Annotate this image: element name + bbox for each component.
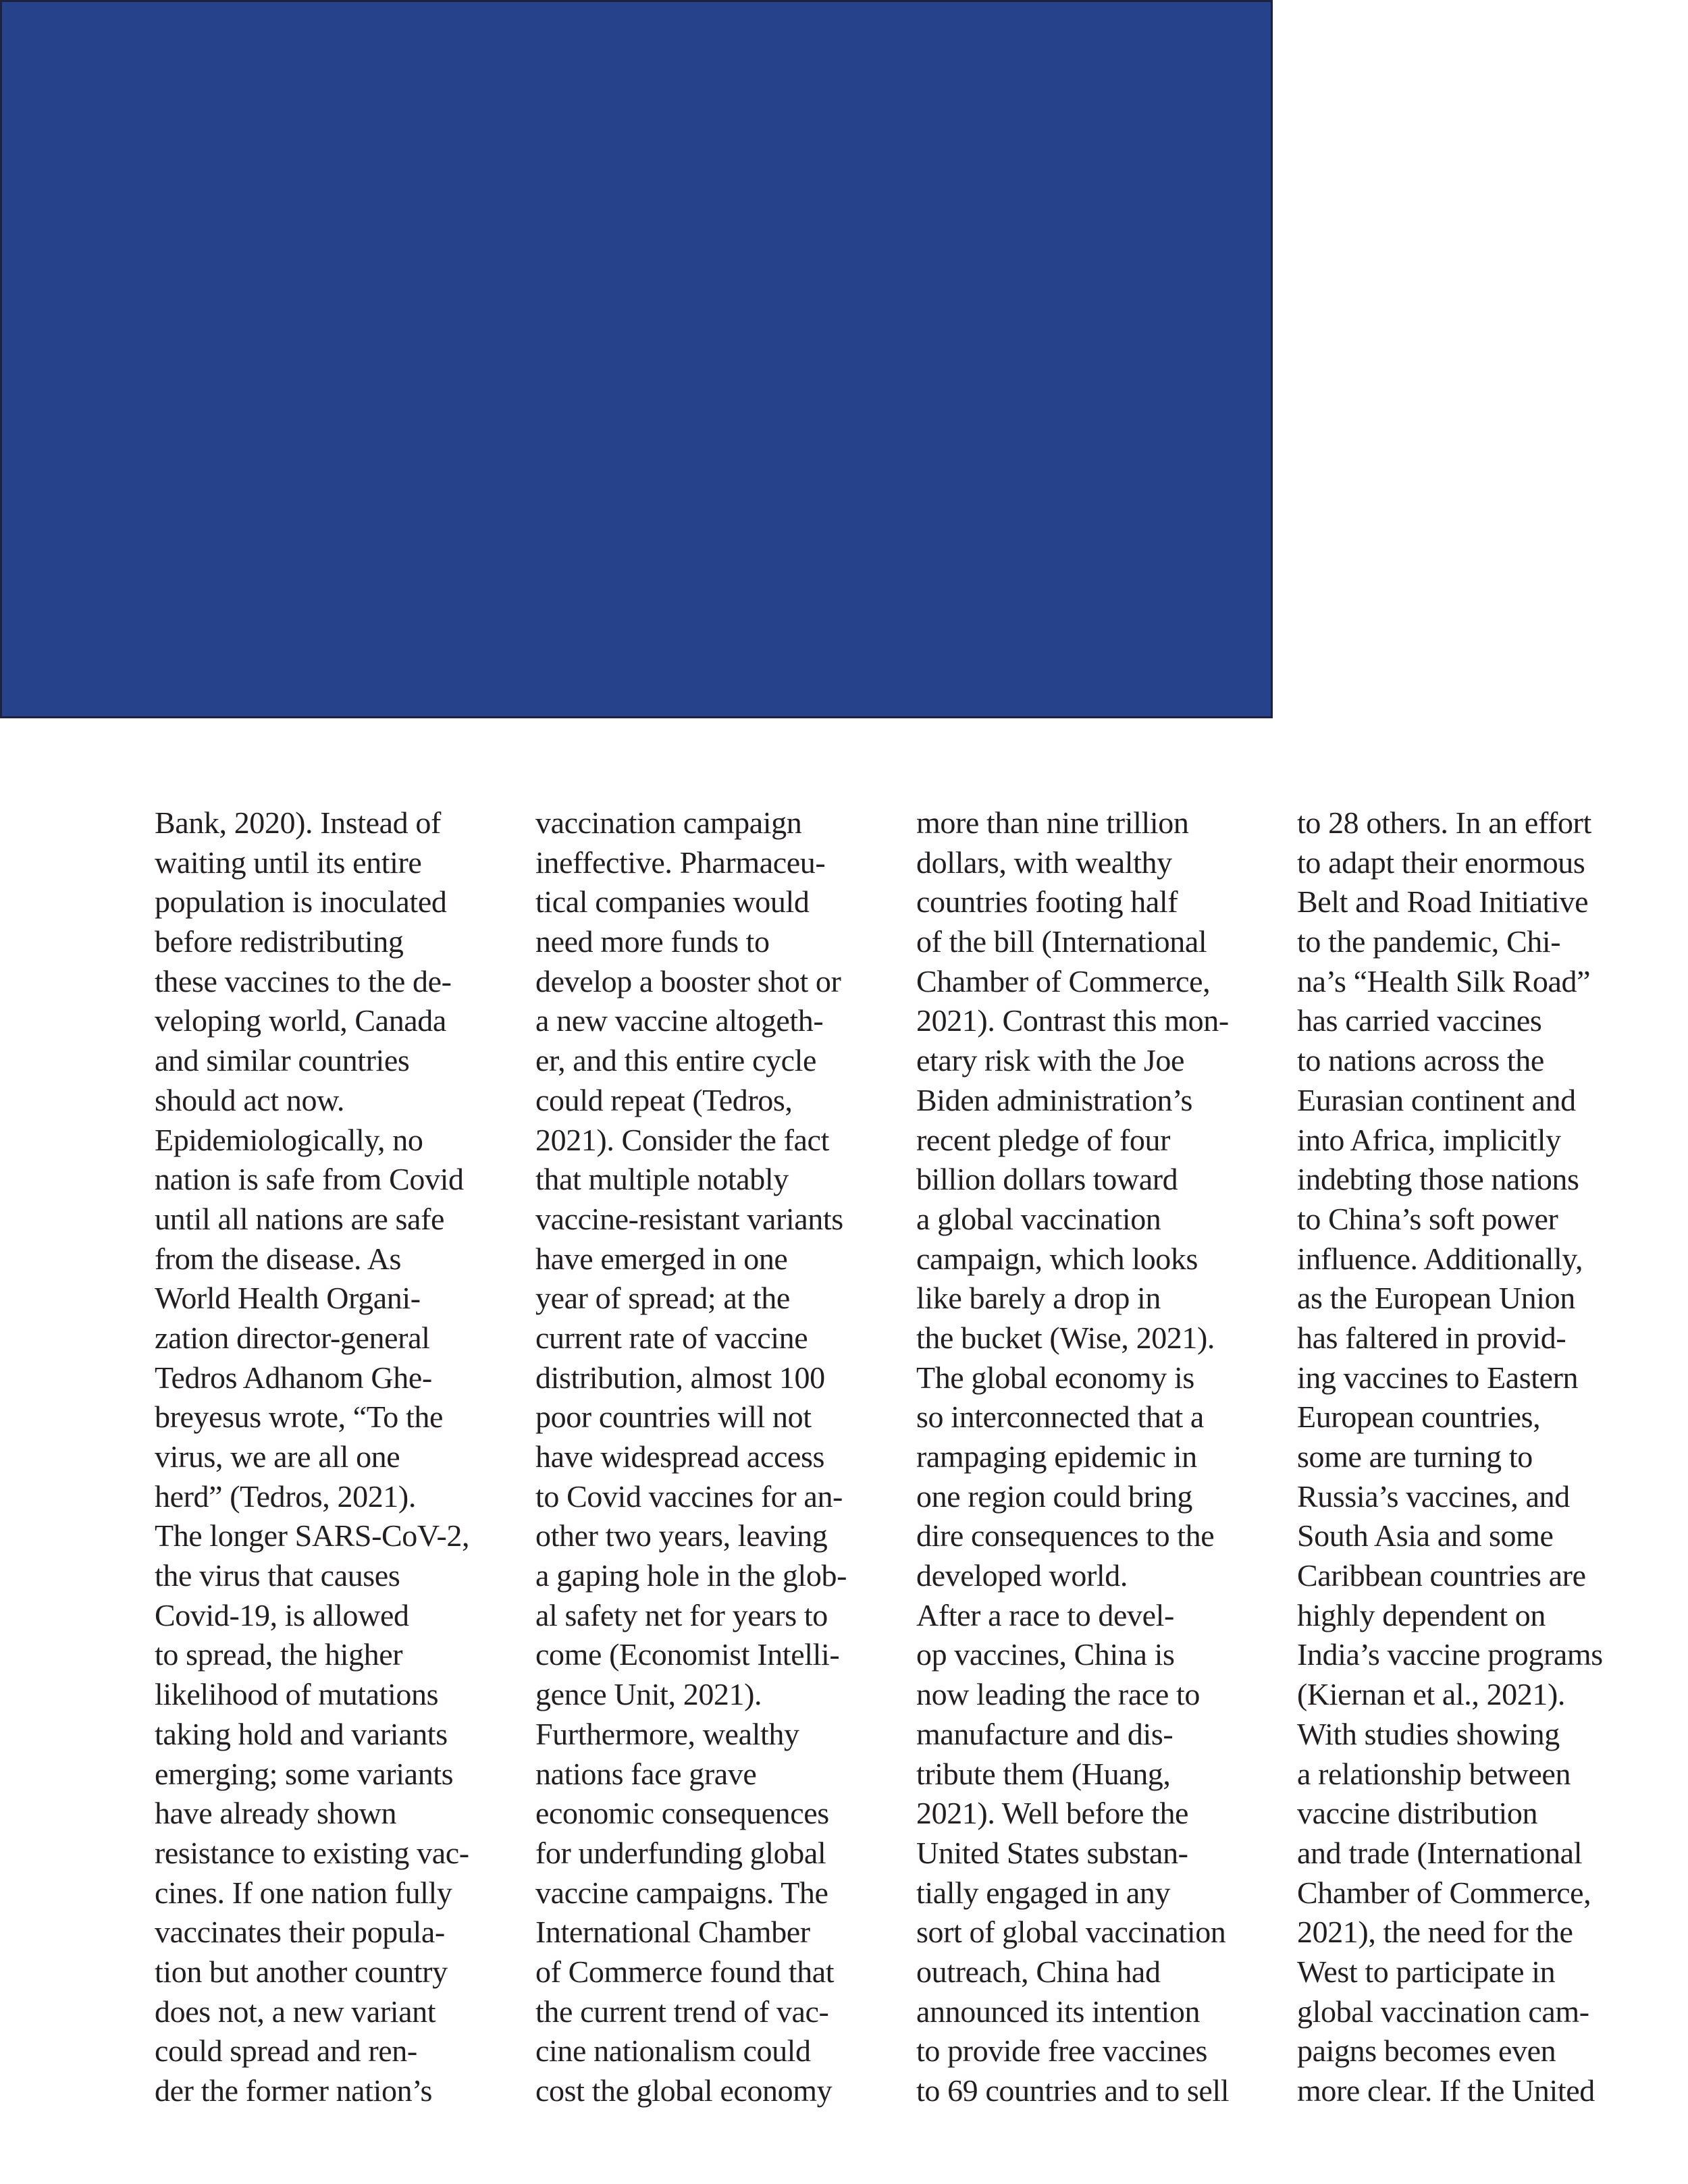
text-line: Bank, 2020). Instead of: [155, 805, 441, 840]
text-line: 2021). Well before the: [916, 1796, 1189, 1831]
text-line: 2021). Consider the fact: [535, 1122, 829, 1157]
text-line: develop a booster shot or: [535, 963, 841, 998]
text-line: have emerged in one: [535, 1241, 788, 1276]
text-line: the current trend of vac-: [535, 1994, 829, 2029]
text-line: tially engaged in any: [916, 1875, 1171, 1910]
text-line: Russia’s vaccines, and: [1297, 1479, 1570, 1514]
text-line: tribute them (Huang,: [916, 1756, 1171, 1791]
hero-color-block: [0, 0, 1273, 718]
text-line: to adapt their enormous: [1297, 845, 1585, 880]
text-line: West to participate in: [1297, 1954, 1556, 1989]
text-line: nations face grave: [535, 1756, 757, 1791]
text-line: of Commerce found that: [535, 1954, 835, 1989]
text-line: highly dependent on: [1297, 1597, 1546, 1632]
text-line: to 28 others. In an effort: [1297, 805, 1591, 840]
text-line: dollars, with wealthy: [916, 845, 1172, 880]
text-line: to 69 countries and to sell: [916, 2073, 1230, 2108]
text-line: does not, a new variant: [155, 1994, 436, 2029]
text-line: poor countries will not: [535, 1400, 812, 1435]
text-line: tion but another country: [155, 1954, 448, 1989]
text-line: der the former nation’s: [155, 2073, 433, 2108]
text-line: could repeat (Tedros,: [535, 1082, 793, 1117]
text-line: gence Unit, 2021).: [535, 1677, 762, 1712]
text-line: economic consequences: [535, 1796, 829, 1831]
text-line: developed world.: [916, 1558, 1128, 1593]
text-line: Eurasian continent and: [1297, 1082, 1576, 1117]
text-line: more than nine trillion: [916, 805, 1189, 840]
text-line: With studies showing: [1297, 1716, 1560, 1751]
text-line: current rate of vaccine: [535, 1320, 808, 1355]
text-line: al safety net for years to: [535, 1597, 828, 1632]
text-line: global vaccination cam-: [1297, 1994, 1589, 2029]
text-line: to Covid vaccines for an-: [535, 1479, 843, 1514]
text-line: waiting until its entire: [155, 845, 422, 880]
text-line: now leading the race to: [916, 1677, 1200, 1712]
text-line: Biden administration’s: [916, 1082, 1192, 1117]
text-line: op vaccines, China is: [916, 1637, 1175, 1672]
text-line: vaccinates their popula-: [155, 1915, 445, 1950]
text-line: from the disease. As: [155, 1241, 402, 1276]
text-line: one region could bring: [916, 1479, 1192, 1514]
text-line: to provide free vaccines: [916, 2033, 1208, 2069]
text-line: sort of global vaccination: [916, 1915, 1226, 1950]
text-line: so interconnected that a: [916, 1400, 1204, 1435]
text-line: (Kiernan et al., 2021).: [1297, 1677, 1565, 1712]
text-line: Caribbean countries are: [1297, 1558, 1586, 1593]
text-line: International Chamber: [535, 1915, 810, 1950]
text-line: cine nationalism could: [535, 2033, 811, 2069]
text-line: has carried vaccines: [1297, 1003, 1542, 1038]
text-line: Chamber of Commerce,: [916, 963, 1211, 998]
text-line: have already shown: [155, 1796, 397, 1831]
text-line: a global vaccination: [916, 1201, 1161, 1236]
text-line: to the pandemic, Chi-: [1297, 924, 1561, 959]
text-line: na’s “Health Silk Road”: [1297, 963, 1591, 998]
text-line: into Africa, implicitly: [1297, 1122, 1561, 1157]
text-line: nation is safe from Covid: [155, 1162, 464, 1197]
text-line: resistance to existing vac-: [155, 1835, 469, 1870]
text-line: 2021), the need for the: [1297, 1915, 1573, 1950]
text-line: and trade (International: [1297, 1835, 1583, 1870]
text-line: India’s vaccine programs: [1297, 1637, 1603, 1672]
text-line: European countries,: [1297, 1400, 1541, 1435]
text-line: cost the global economy: [535, 2073, 833, 2108]
text-line: to spread, the higher: [155, 1637, 403, 1672]
text-line: campaign, which looks: [916, 1241, 1198, 1276]
text-line: recent pledge of four: [916, 1122, 1171, 1157]
text-line: distribution, almost 100: [535, 1360, 825, 1395]
text-line: year of spread; at the: [535, 1281, 790, 1316]
text-line: announced its intention: [916, 1994, 1201, 2029]
text-line: a gaping hole in the glob-: [535, 1558, 847, 1593]
article-column-2: [535, 803, 873, 2111]
text-line: Chamber of Commerce,: [1297, 1875, 1591, 1910]
article-column-3: [916, 803, 1254, 2111]
text-line: veloping world, Canada: [155, 1003, 446, 1038]
text-line: vaccine campaigns. The: [535, 1875, 828, 1910]
text-line: paigns becomes even: [1297, 2033, 1556, 2069]
text-line: Epidemiologically, no: [155, 1122, 423, 1157]
text-line: taking hold and variants: [155, 1716, 448, 1751]
text-line: until all nations are safe: [155, 1201, 445, 1236]
text-line: other two years, leaving: [535, 1518, 828, 1553]
text-line: and similar countries: [155, 1043, 410, 1078]
text-line: vaccine distribution: [1297, 1796, 1538, 1831]
text-line: that multiple notably: [535, 1162, 789, 1197]
text-line: vaccination campaign: [535, 805, 802, 840]
text-line: indebting those nations: [1297, 1162, 1579, 1197]
text-line: zation director-general: [155, 1320, 430, 1355]
article-column-1: [155, 803, 492, 2111]
text-line: etary risk with the Joe: [916, 1043, 1185, 1078]
text-line: ing vaccines to Eastern: [1297, 1360, 1579, 1395]
text-line: cines. If one nation fully: [155, 1875, 452, 1910]
text-line: billion dollars toward: [916, 1162, 1178, 1197]
text-line: for underfunding global: [535, 1835, 826, 1870]
text-line: to China’s soft power: [1297, 1201, 1558, 1236]
text-line: some are turning to: [1297, 1439, 1533, 1474]
text-line: as the European Union: [1297, 1281, 1575, 1316]
text-line: could spread and ren-: [155, 2033, 417, 2069]
text-line: The longer SARS-CoV-2,: [155, 1518, 470, 1553]
text-line: The global economy is: [916, 1360, 1194, 1395]
article-column-4: [1297, 803, 1635, 2111]
text-line: have widespread access: [535, 1439, 824, 1474]
text-line: Furthermore, wealthy: [535, 1716, 799, 1751]
text-line: population is inoculated: [155, 884, 447, 920]
text-line: Belt and Road Initiative: [1297, 884, 1589, 920]
text-line: need more funds to: [535, 924, 770, 959]
text-line: Covid-19, is allowed: [155, 1597, 409, 1632]
text-line: before redistributing: [155, 924, 404, 959]
text-line: South Asia and some: [1297, 1518, 1554, 1553]
text-line: the virus that causes: [155, 1558, 400, 1593]
text-line: breyesus wrote, “To the: [155, 1400, 443, 1435]
text-line: a new vaccine altogeth-: [535, 1003, 824, 1038]
text-line: influence. Additionally,: [1297, 1241, 1583, 1276]
text-line: ineffective. Pharmaceu-: [535, 845, 826, 880]
text-line: Tedros Adhanom Ghe-: [155, 1360, 432, 1395]
text-line: rampaging epidemic in: [916, 1439, 1197, 1474]
text-line: tical companies would: [535, 884, 810, 920]
text-line: come (Economist Intelli-: [535, 1637, 840, 1672]
text-line: like barely a drop in: [916, 1281, 1161, 1316]
text-line: should act now.: [155, 1082, 345, 1117]
text-line: virus, we are all one: [155, 1439, 400, 1474]
text-line: emerging; some variants: [155, 1756, 454, 1791]
text-line: 2021). Contrast this mon-: [916, 1003, 1229, 1038]
text-line: has faltered in provid-: [1297, 1320, 1566, 1355]
text-line: more clear. If the United: [1297, 2073, 1595, 2108]
text-line: After a race to devel-: [916, 1597, 1174, 1632]
text-line: manufacture and dis-: [916, 1716, 1173, 1751]
text-line: World Health Organi-: [155, 1281, 421, 1316]
text-line: herd” (Tedros, 2021).: [155, 1479, 416, 1514]
text-line: outreach, China had: [916, 1954, 1161, 1989]
text-line: a relationship between: [1297, 1756, 1571, 1791]
text-line: likelihood of mutations: [155, 1677, 439, 1712]
text-line: of the bill (International: [916, 924, 1207, 959]
text-line: these vaccines to the de-: [155, 963, 452, 998]
text-line: the bucket (Wise, 2021).: [916, 1320, 1215, 1355]
text-line: United States substan-: [916, 1835, 1188, 1870]
text-line: er, and this entire cycle: [535, 1043, 817, 1078]
text-line: to nations across the: [1297, 1043, 1544, 1078]
text-line: dire consequences to the: [916, 1518, 1215, 1553]
text-line: vaccine-resistant variants: [535, 1201, 843, 1236]
text-line: countries footing half: [916, 884, 1178, 920]
